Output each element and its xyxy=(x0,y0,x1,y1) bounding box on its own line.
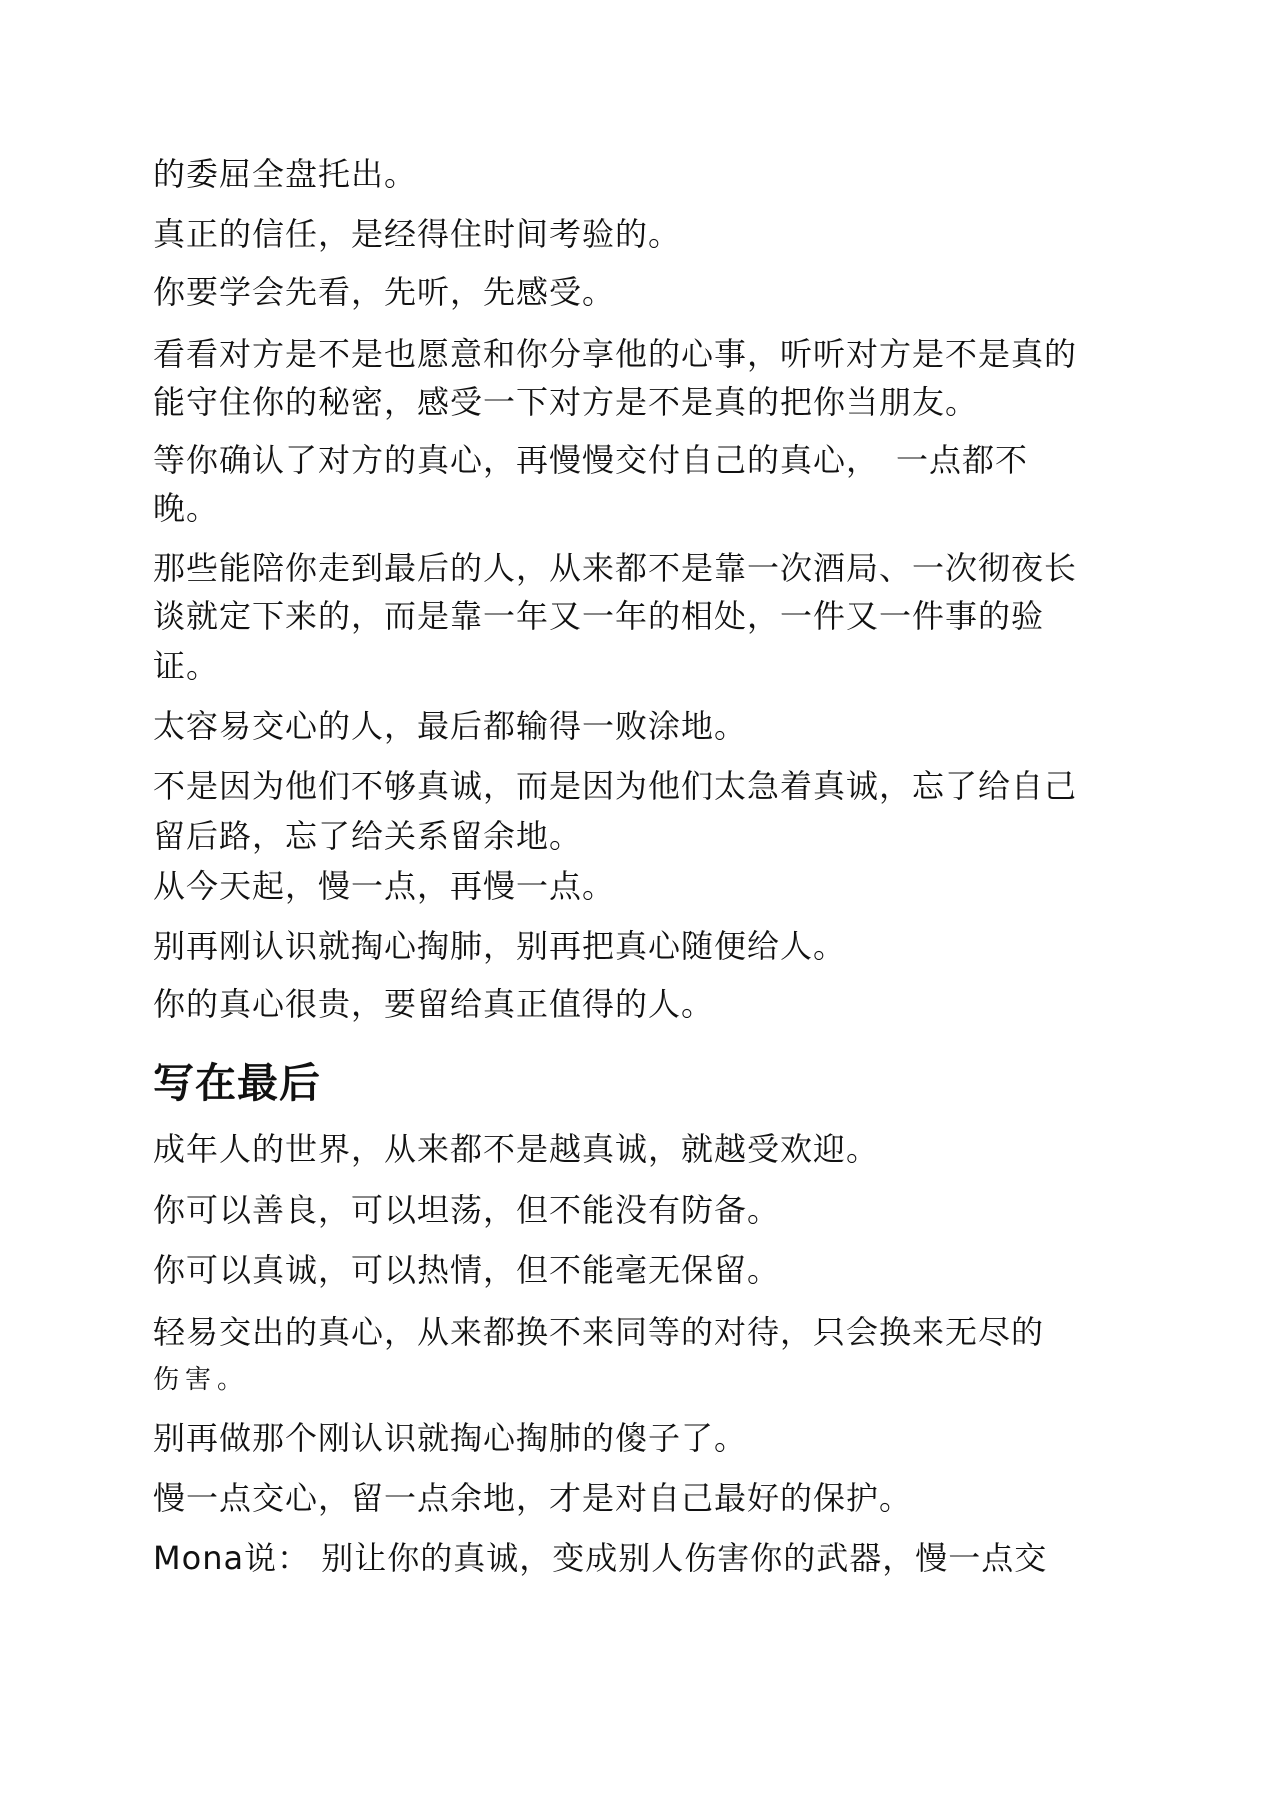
paragraph-line: 真正的信任，是经得住时间考验的。 xyxy=(153,215,682,253)
closing-line: 伤害。 xyxy=(153,1365,250,1395)
closing-line: Mona说： 别让你的真诚，变成别人伤害你的武器，慢一点交 xyxy=(153,1539,1048,1577)
paragraph-line: 不是因为他们不够真诚，而是因为他们太急着真诚，忘了给自己 xyxy=(153,767,1078,805)
paragraph-line: 看看对方是不是也愿意和你分享他的心事，听听对方是不是真的 xyxy=(153,335,1078,373)
paragraph-line: 谈就定下来的，而是靠一年又一年的相处，一件又一件事的验 xyxy=(153,597,1045,635)
paragraph-line: 等你确认了对方的真心，再慢慢交付自己的真心， 一点都不 xyxy=(153,441,1029,479)
paragraph-line: 证。 xyxy=(153,647,220,685)
paragraph-line: 别再刚认识就掏心掏肺，别再把真心随便给人。 xyxy=(153,927,847,965)
paragraph-line: 的委屈全盘托出。 xyxy=(153,155,418,193)
paragraph-line: 那些能陪你走到最后的人，从来都不是靠一次酒局、一次彻夜长 xyxy=(153,549,1078,587)
section-heading: 写在最后 xyxy=(153,1059,321,1107)
paragraph-line: 留后路，忘了给关系留余地。 xyxy=(153,817,583,855)
paragraph-line: 能守住你的秘密，感受一下对方是不是真的把你当朋友。 xyxy=(153,383,979,421)
paragraph-line: 太容易交心的人，最后都输得一败涂地。 xyxy=(153,707,748,745)
closing-line: 慢一点交心，留一点余地，才是对自己最好的保护。 xyxy=(153,1479,913,1517)
closing-line: 你可以善良，可以坦荡，但不能没有防备。 xyxy=(153,1191,781,1229)
closing-line: 轻易交出的真心，从来都换不来同等的对待，只会换来无尽的 xyxy=(153,1313,1045,1351)
paragraph-line: 你的真心很贵，要留给真正值得的人。 xyxy=(153,985,715,1023)
paragraph-line: 从今天起，慢一点，再慢一点。 xyxy=(153,867,616,905)
paragraph-line: 你要学会先看，先听，先感受。 xyxy=(153,273,616,311)
closing-line: 你可以真诚，可以热情，但不能毫无保留。 xyxy=(153,1251,781,1289)
closing-line: 成年人的世界，从来都不是越真诚，就越受欢迎。 xyxy=(153,1130,880,1168)
paragraph-line: 晚。 xyxy=(153,489,220,527)
closing-line: 别再做那个刚认识就掏心掏肺的傻子了。 xyxy=(153,1419,748,1457)
